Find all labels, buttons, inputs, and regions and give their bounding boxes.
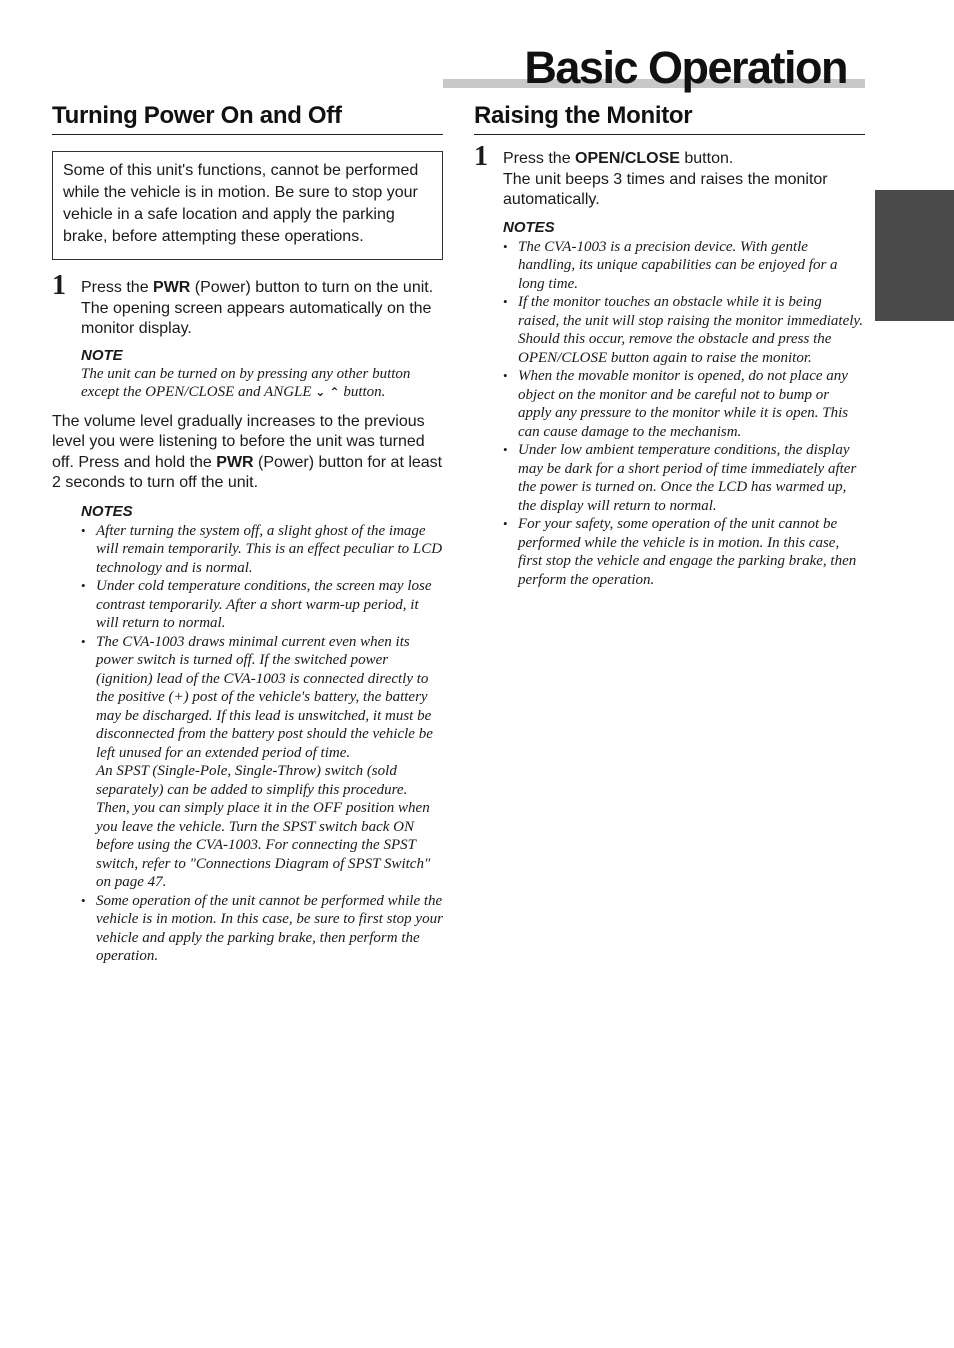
warning-box: Some of this unit's functions, cannot be performed while the vehicle is in motion. Be sure to stop your vehicle in a safe location and apply the parking brake, before attempting these operations. <box>52 151 443 260</box>
notes-list <box>503 238 865 590</box>
pwr-key-label: PWR <box>216 453 254 471</box>
note-text: The unit can be turned on by pressing any other button except the OPEN/CLOSE and ANGLE ⌄ ⌃ button. <box>81 365 411 400</box>
right-column <box>474 100 865 589</box>
step-result: The opening screen appears automatically on the monitor display. <box>81 299 432 337</box>
left-column <box>52 100 443 966</box>
note-continuation: An SPST (Single-Pole, Single-Throw) switch (sold separately) can be added to simplify this procedure. Then, you can simply place it in the OFF position when you leave the vehicle. Turn the SPST switch back ON before using the CVA-1003. For connecting the SPST switch, refer to "Connections Diagram of SPST Switch" on page 47. <box>96 763 431 890</box>
notes-heading: NOTES <box>81 502 133 520</box>
note-item: • For your safety, some operation of the unit cannot be performed while the vehicle is in motion. In this case, first stop the vehicle and engage the parking brake, then perform the operation. <box>503 515 865 589</box>
pwr-key-label: PWR <box>153 279 191 296</box>
note-item: • Under cold temperature conditions, the screen may lose contrast temporarily. After a short warm-up period, it will return to normal. <box>81 577 443 633</box>
step-instruction: Press the PWR (Power) button to turn on the unit. <box>81 279 434 296</box>
section-heading-monitor: Raising the Monitor <box>474 100 865 135</box>
step-result: The unit beeps 3 times and raises the monitor automatically. <box>503 170 828 208</box>
step-instruction: Press the OPEN/CLOSE button. <box>503 150 734 167</box>
power-off-paragraph: The volume level gradually increases to the previous level you were listening to before the unit was turned off. Press and hold the PWR (Power) button for at least 2 seconds to turn off the unit. <box>52 412 443 491</box>
notes-list <box>81 522 443 966</box>
open-close-key-label: OPEN/CLOSE <box>575 150 680 167</box>
section-heading-power: Turning Power On and Off <box>52 100 443 135</box>
notes-heading: NOTES <box>503 218 555 236</box>
note-heading: NOTE <box>81 346 123 364</box>
monitor-step-1 <box>474 141 865 589</box>
section-side-tab <box>875 190 954 321</box>
note-item: • After turning the system off, a slight ghost of the image will remain temporarily. This is an effect peculiar to LCD technology and is normal. <box>81 522 443 578</box>
power-step-1 <box>52 270 443 402</box>
note-item: • The CVA-1003 is a precision device. With gentle handling, its unique capabilities can be enjoyed for a long time. <box>503 238 865 294</box>
step-number: 1 <box>474 141 488 172</box>
note-item: • If the monitor touches an obstacle while it is being raised, the unit will stop raising the monitor immediately. Should this occur, remove the obstacle and press the OPEN/CLOSE button again to raise the monitor. <box>503 293 865 367</box>
note-item: • Under low ambient temperature conditions, the display may be dark for a short period of time immediately after the power is turned on. Once the LCD has warmed up, the display will return to normal. <box>503 441 865 515</box>
note-item: • When the movable monitor is opened, do not place any object on the monitor and be careful not to bump or apply any pressure to the monitor while it is open. This can cause damage to the mechanism. <box>503 367 865 441</box>
page-title: Basic Operation <box>524 42 847 93</box>
angle-down-up-icon: ⌄ ⌃ <box>315 385 340 399</box>
step-number: 1 <box>52 270 66 301</box>
note-item: • Some operation of the unit cannot be performed while the vehicle is in motion. In this case, be sure to first stop your vehicle and apply the parking brake, then perform the operation. <box>81 892 443 966</box>
note-item: • The CVA-1003 draws minimal current even when its power switch is turned off. If the switched power (ignition) lead of the CVA-1003 is connected directly to the positive (+) post of the vehicle's battery, the battery may be discharged. If this lead is unswitched, it must be disconnected from the battery post should the vehicle be left unused for an extended period of time. An SPST (Single-Pole, Single-Throw) switch (sold separately) can be added to simplify this procedure. Then, you can simply place it in the OFF position when you leave the vehicle. Turn the SPST switch back ON before using the CVA-1003. For connecting the SPST switch, refer to "Connections Diagram of SPST Switch" on page 47. <box>81 633 443 892</box>
power-notes <box>52 503 443 966</box>
